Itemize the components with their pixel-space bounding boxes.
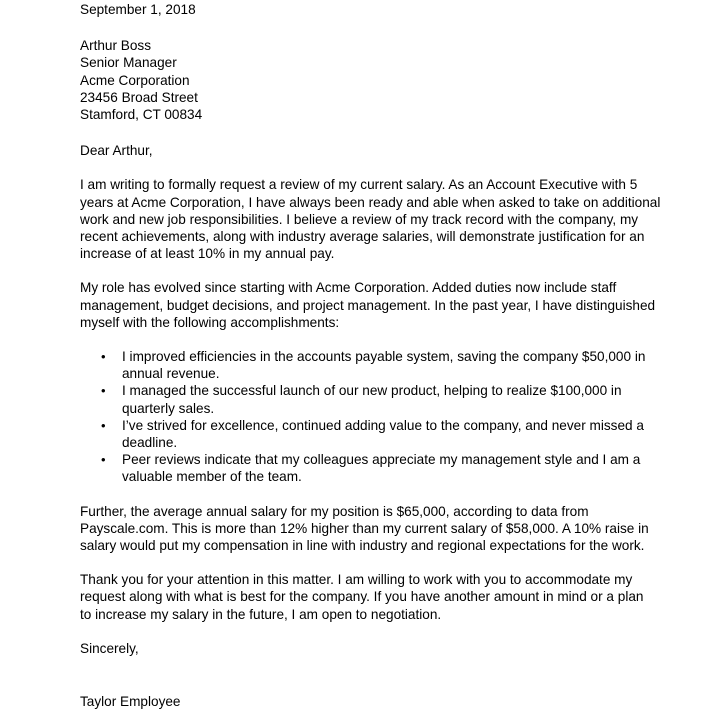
list-item-line: quarterly sales. bbox=[122, 400, 215, 416]
bullet-icon: • bbox=[101, 452, 106, 468]
recipient-street: 23456 Broad Street bbox=[80, 89, 198, 105]
closing: Sincerely, bbox=[80, 640, 139, 656]
list-item-line: I’ve strived for excellence, continued adding value to the company, and never missed a bbox=[122, 417, 644, 433]
paragraph-line: I am writing to formally request a review of my current salary. As an Account Executive with 5 bbox=[80, 177, 638, 193]
paragraph-line: Payscale.com. This is more than 12% higher than my current salary of $58,000. A 10% raise in bbox=[80, 520, 649, 536]
paragraph-line: request along with what is best for the company. If you have another amount in mind or a plan bbox=[80, 589, 644, 605]
list-item bbox=[80, 417, 665, 451]
recipient-title: Senior Manager bbox=[80, 55, 177, 71]
recipient-address bbox=[80, 37, 665, 123]
list-item-line: I improved efficiencies in the accounts payable system, saving the company $50,000 in bbox=[122, 349, 646, 365]
paragraph-line: Thank you for your attention in this matter. I am willing to work with you to accommodate my bbox=[80, 572, 633, 588]
list-item-line: deadline. bbox=[122, 435, 178, 451]
paragraph-salary-data bbox=[80, 503, 665, 555]
list-item bbox=[80, 348, 665, 382]
signature-name: Taylor Employee bbox=[80, 694, 181, 710]
bullet-icon: • bbox=[101, 383, 106, 399]
list-item-line: Peer reviews indicate that my colleagues appreciate my management style and I am a bbox=[122, 452, 641, 468]
list-item bbox=[80, 382, 665, 416]
paragraph-intro bbox=[80, 176, 665, 262]
letter-page bbox=[80, 1, 665, 710]
paragraph-thanks bbox=[80, 571, 665, 623]
paragraph-line: salary would put my compensation in line with industry and regional expectations for the work. bbox=[80, 538, 645, 554]
list-item-line: valuable member of the team. bbox=[122, 469, 302, 485]
paragraph-line: Further, the average annual salary for my position is $65,000, according to data from bbox=[80, 503, 589, 519]
accomplishments-list bbox=[80, 348, 665, 486]
letter-date: September 1, 2018 bbox=[80, 2, 196, 17]
paragraph-line: management, budget decisions, and project management. In the past year, I have distinguished bbox=[80, 297, 656, 313]
paragraph-line: years at Acme Corporation, I have always been ready and able when asked to take on additional bbox=[80, 194, 661, 210]
recipient-name: Arthur Boss bbox=[80, 38, 152, 54]
recipient-company: Acme Corporation bbox=[80, 72, 190, 88]
bullet-icon: • bbox=[101, 417, 106, 433]
paragraph-line: work and new job responsibilities. I believe a review of my track record with the company, my bbox=[80, 211, 639, 227]
salutation: Dear Arthur, bbox=[80, 143, 153, 159]
paragraph-line: increase of at least 10% in my annual pay. bbox=[80, 246, 335, 262]
paragraph-line: My role has evolved since starting with Acme Corporation. Added duties now include staff bbox=[80, 280, 617, 296]
paragraph-line: to increase my salary in the future, I am open to negotiation. bbox=[80, 606, 442, 622]
list-item-line: I managed the successful launch of our new product, helping to realize $100,000 in bbox=[122, 383, 622, 399]
paragraph-line: myself with the following accomplishments: bbox=[80, 314, 340, 330]
paragraph-line: recent achievements, along with industry average salaries, will demonstrate justification for an bbox=[80, 229, 645, 245]
recipient-city: Stamford, CT 00834 bbox=[80, 107, 203, 123]
paragraph-role bbox=[80, 279, 665, 331]
list-item-line: annual revenue. bbox=[122, 366, 220, 382]
list-item bbox=[80, 451, 665, 485]
bullet-icon: • bbox=[101, 349, 106, 365]
